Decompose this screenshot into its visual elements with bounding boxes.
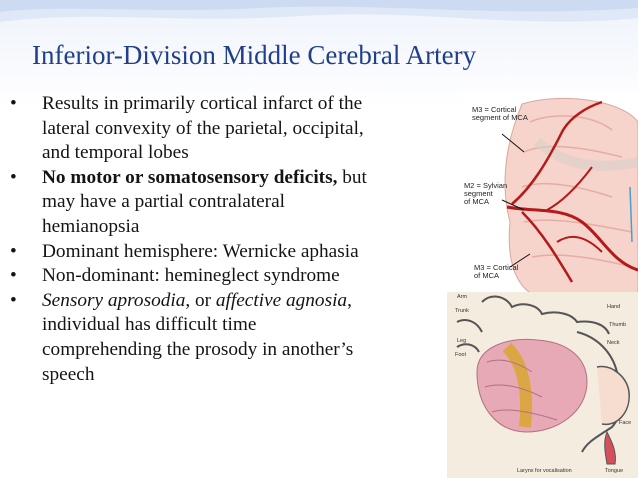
bullet-line: and temporal lobes (42, 142, 189, 164)
hand-label: Hand (607, 304, 621, 310)
slide-title: Inferior-Division Middle Cerebral Artery (32, 40, 477, 70)
bullet-line: comprehending the prosody in another’s (42, 338, 354, 360)
bullet-line: individual has difficult time (42, 314, 257, 336)
label-line: M3 = Cortical (474, 263, 519, 272)
arm-label: Arm (457, 294, 468, 300)
bullet-dot: • (10, 289, 17, 311)
bullet-text: , (347, 289, 352, 311)
homunculus-illustration (447, 292, 638, 478)
thumb-label: Thumb (609, 322, 627, 328)
bullet-item (10, 289, 462, 387)
label-line: segment of MCA (472, 113, 528, 122)
leg-label: Leg (457, 338, 467, 344)
bullet-italic-text: affective agnosia (215, 289, 348, 311)
bullet-item (10, 166, 462, 240)
mca-brain-figure (462, 92, 638, 294)
bullet-line: Results in primarily cortical infarct of the (42, 93, 363, 114)
trunk-label: Trunk (455, 308, 469, 314)
bullet-dot: • (10, 93, 17, 114)
bullet-line: Non-dominant: hemineglect syndrome (42, 265, 340, 287)
bullet-line: hemianopsia (42, 215, 140, 237)
larynx-label: Larynx for vocalisation (517, 468, 572, 474)
bullet-text: , or (185, 289, 216, 311)
bullet-line: may have a partial contralateral (42, 191, 286, 213)
label-line: of MCA (464, 197, 490, 206)
label-line: segment (464, 189, 493, 198)
bullet-line: Dominant hemisphere: Wernicke aphasia (42, 240, 359, 262)
bullet-dot: • (10, 166, 17, 188)
bullet-dot: • (10, 240, 17, 262)
bullet-dot: • (10, 265, 17, 287)
face-label: Face (619, 420, 632, 426)
bullet-bold-text: No motor or somatosensory deficits, (42, 166, 338, 188)
homunculus-figure (447, 292, 638, 478)
tongue-label: Tongue (605, 468, 624, 474)
label-line: M2 = Sylvian (464, 181, 508, 190)
bullet-list (10, 92, 462, 387)
bullet-italic-text: Sensory aprosodia (42, 289, 186, 311)
bullet-item (10, 240, 462, 265)
label-line: of MCA (474, 271, 500, 280)
label-line: M3 = Cortical (472, 105, 517, 114)
bullet-item (10, 92, 462, 166)
bullet-line: speech (42, 363, 95, 385)
m3-top-label (472, 106, 528, 122)
bullet-item (10, 264, 462, 289)
foot-label: Foot (455, 352, 467, 358)
neck-label: Neck (607, 340, 620, 346)
m2-label (464, 182, 507, 206)
m3-bottom-label (474, 264, 518, 280)
bullet-line: lateral convexity of the parietal, occipital, (42, 117, 364, 139)
bullet-line: but (337, 166, 367, 188)
